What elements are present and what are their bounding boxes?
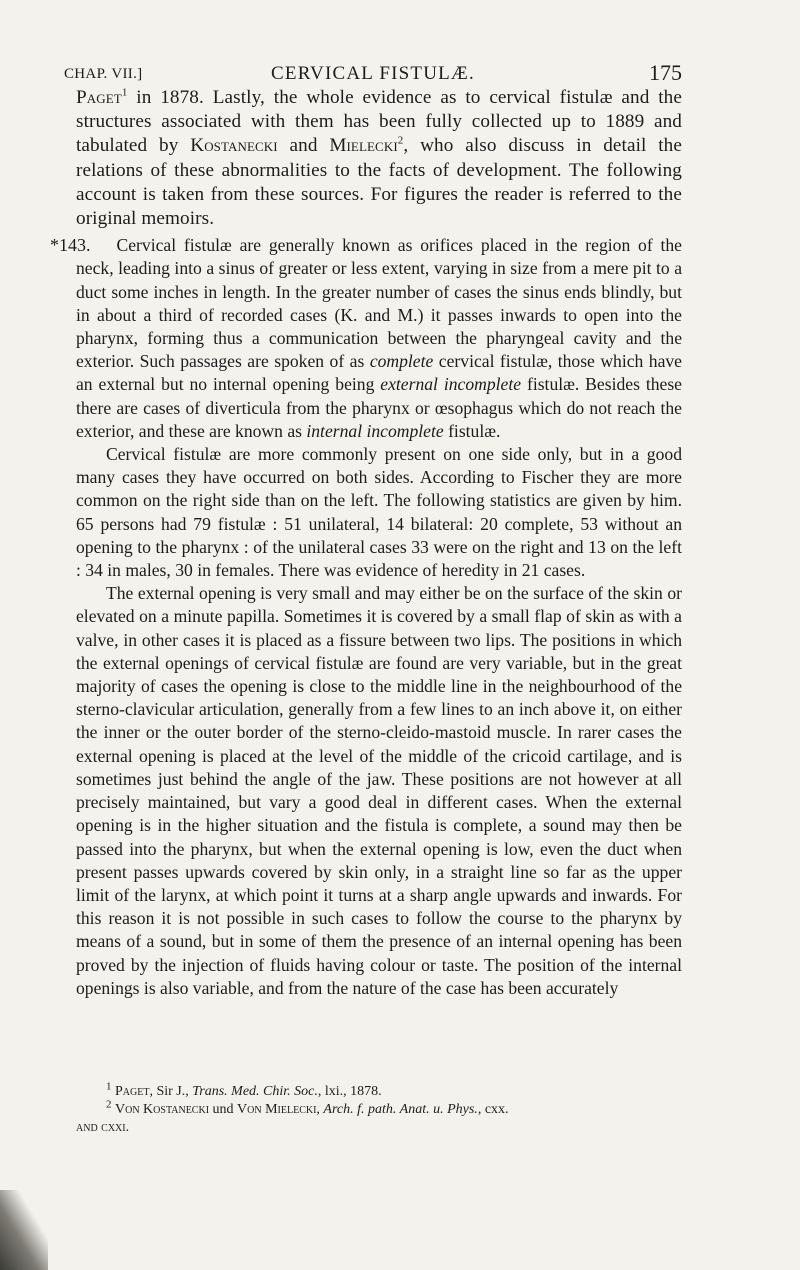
paragraph-text: fistulæ. <box>443 420 501 441</box>
paragraph-text: cervical fistulæ, those which have an external but no internal opening being <box>76 351 682 395</box>
footnote-ref-1[interactable]: 1 <box>121 86 128 99</box>
paragraph-2 <box>50 234 682 443</box>
footnotes <box>76 1080 682 1137</box>
paragraph-3: Cervical fistulæ are more commonly present on one side only, but in a good many cases they have occurred on both sides. According to Fischer they are more common on the right side than on the left. The following statistics are given by him. 65 persons had 79 fistulæ : 51 unilateral, 14 bilateral: 20 complete, 53 without an opening to the pharynx : of the unilateral cases 33 were on the right and 13 on the left : 34 in males, 30 in females. There was evidence of heredity in 21 cases. <box>76 444 682 581</box>
page-number: 175 <box>649 60 682 85</box>
journal-title: Trans. Med. Chir. Soc. <box>192 1084 318 1099</box>
author-name: Paget <box>115 1084 150 1099</box>
paragraph-text: Cervical fistulæ are generally known as orifices placed in the region of the neck, leading into a sinus of greater or less extent, varying in size from a mere pit to a duct some inches in length. In the greater number of cases the sinus ends blindly, but in about a third of recorded cases (K. and M.) it passes inwards to open into the pharynx, forming thus a communication between the pharyngeal cavity and the exterior. Such passages are spoken of as <box>76 235 682 372</box>
paragraph-text: , who also discuss in detail the relations of these abnormalities to the facts of development. The following account is taken from these sources. For figures the reader is referred to the original memoirs. <box>76 135 682 230</box>
conjunction-text: and <box>277 135 330 157</box>
chapter-label: CHAP. VII.] <box>64 66 143 82</box>
footnote-1 <box>76 1080 682 1101</box>
emphasis-term: external incomplete <box>380 374 522 395</box>
author-name: Kostanecki <box>190 135 278 157</box>
footnote-number: 2 <box>106 1098 112 1111</box>
page-edge-shadow <box>0 1190 48 1270</box>
footnote-number: 1 <box>106 1080 112 1093</box>
footnote-text: , lxi., 1878. <box>317 1084 382 1099</box>
footnote-ref-2[interactable]: 2 <box>397 135 404 148</box>
footnote-text: , cxx. <box>477 1102 509 1117</box>
paragraph-text: fistulæ. Besides these there are cases of diverticula from the pharynx or œsophagus which do not reach the exterior, and these are known as <box>76 374 682 441</box>
footnote-text: , <box>316 1102 324 1117</box>
footnote-2-continuation <box>76 1119 682 1137</box>
journal-title: Arch. f. path. Anat. u. Phys. <box>323 1102 478 1117</box>
author-name: Paget <box>76 87 122 108</box>
paragraph-4: The external opening is very small and may either be on the surface of the skin or elevated on a minute papilla. Sometimes it is covered by a small flap of skin as with a valve, in other cases it is placed as a fissure between two lips. The positions in which the external openings of cervical fistulæ are found are very variable, but in the great majority of cases the opening is close to the middle line in the neighbourhood of the sterno-clavicular articulation, generally from a few lines to an inch above it, on either the inner or the outer border of the sterno-cleido-mastoid muscle. In rarer cases the external opening is placed at the level of the middle of the cricoid cartilage, and is sometimes just behind the angle of the jaw. These positions are not however at all precisely maintained, but vary a good deal in different cases. When the external opening is in the higher situation and the fistula is complete, a sound may then be passed into the pharynx, but when the external opening is low, even the duct when present passes upwards covered by skin only, in a straight line so far as the upper limit of the larynx, at which point it turns at a sharp angle upwards and inwards. For this reason it is not possible in such cases to follow the course to the pharynx by means of a sound, but in some of them the presence of an internal opening has been proved by the injection of fluids having colour or taste. The position of the internal openings is also variable, and from the nature of the case has been accurately <box>76 583 682 998</box>
footnote-text: , Sir J., <box>149 1084 193 1099</box>
section-number: *143. <box>50 235 91 256</box>
emphasis-term: complete <box>369 351 434 372</box>
author-name: Mielecki <box>329 135 398 157</box>
author-name: Von Kostanecki <box>115 1102 210 1117</box>
paragraph-1 <box>76 86 682 231</box>
body-text <box>50 86 682 1000</box>
footnote-text: and cxxi. <box>76 1120 130 1135</box>
footnote-text: und <box>209 1102 238 1117</box>
emphasis-term: internal incomplete <box>306 420 444 441</box>
paragraph-text: in 1878. Lastly, the whole evidence as to cervical fistulæ and the structures associated with them has been fully collected up to 1889 and tabulated by <box>76 87 682 157</box>
footnote-2 <box>76 1098 682 1119</box>
page-title: CERVICAL FISTULÆ. <box>271 63 475 84</box>
author-name: Von Mielecki <box>237 1102 317 1117</box>
